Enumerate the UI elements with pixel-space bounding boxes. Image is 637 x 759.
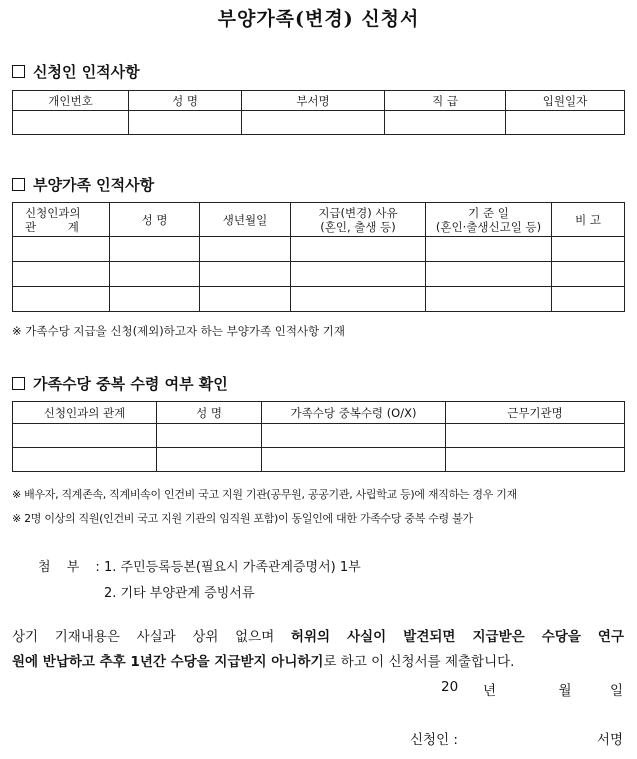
date-year: 년 bbox=[483, 683, 497, 699]
dep-cell[interactable] bbox=[200, 262, 291, 287]
dep-cell[interactable] bbox=[426, 262, 552, 287]
dep-cell[interactable] bbox=[13, 262, 110, 287]
applicant-header-row bbox=[13, 91, 625, 111]
dep-cell[interactable] bbox=[110, 237, 200, 262]
section-dependent-heading bbox=[12, 174, 154, 195]
applicant-input-row bbox=[13, 111, 625, 135]
dep-cell[interactable] bbox=[552, 262, 625, 287]
duplicate-table bbox=[12, 401, 625, 472]
declaration-part1: 상기 기재내용은 사실과 상위 없으며 bbox=[12, 629, 291, 645]
col-remarks: 비 고 bbox=[552, 203, 625, 237]
col-personal-number: 개인번호 bbox=[13, 91, 129, 111]
dup-cell[interactable] bbox=[157, 448, 262, 472]
dup-cell[interactable] bbox=[262, 448, 446, 472]
col-relationship-line1: 신청인과의 bbox=[25, 205, 81, 220]
dep-cell[interactable] bbox=[13, 237, 110, 262]
dup-cell[interactable] bbox=[13, 424, 157, 448]
section-applicant-heading bbox=[12, 61, 140, 82]
applicant-table bbox=[12, 90, 625, 135]
col-reason-line2: (혼인, 출생 등) bbox=[320, 219, 396, 234]
col-join-date: 입원일자 bbox=[506, 91, 625, 111]
applicant-label: 신청인 : bbox=[410, 732, 458, 748]
col-relationship bbox=[13, 203, 110, 237]
col-reason bbox=[291, 203, 426, 237]
department-cell[interactable] bbox=[242, 111, 385, 135]
declaration-part2: 로 하고 이 신청서를 제출합니다. bbox=[323, 654, 515, 670]
attachment-item-2: 2. 기타 부양관계 증빙서류 bbox=[104, 586, 255, 601]
attachment-item-1: 1. 주민등록등본(필요시 가족관계증명서) 1부 bbox=[104, 560, 361, 575]
col-dup-relationship: 신청인과의 관계 bbox=[13, 402, 157, 424]
duplicate-header-row bbox=[13, 402, 625, 424]
declaration-bold2: 원에 반납하고 추후 1년간 수당을 지급받지 아니하기 bbox=[12, 654, 324, 670]
date-line bbox=[441, 679, 623, 699]
dependent-row-3 bbox=[13, 287, 625, 312]
dup-cell[interactable] bbox=[13, 448, 157, 472]
duplicate-row-1 bbox=[13, 424, 625, 448]
dup-cell[interactable] bbox=[262, 424, 446, 448]
dep-cell[interactable] bbox=[110, 262, 200, 287]
dep-cell[interactable] bbox=[13, 287, 110, 312]
section-applicant-title: 신청인 인적사항 bbox=[33, 63, 140, 81]
dep-cell[interactable] bbox=[291, 287, 426, 312]
dependent-header-row bbox=[13, 203, 625, 237]
dup-cell[interactable] bbox=[446, 424, 625, 448]
col-relationship-line2: 관 계 bbox=[25, 219, 93, 234]
sign-label: 서명 bbox=[596, 732, 623, 748]
col-dup-workplace: 근무기관명 bbox=[446, 402, 625, 424]
duplicate-row-2 bbox=[13, 448, 625, 472]
dependent-row-2 bbox=[13, 262, 625, 287]
col-dup-name: 성 명 bbox=[157, 402, 262, 424]
form-title: 부양가족(변경) 신청서 bbox=[217, 8, 420, 30]
rank-cell[interactable] bbox=[385, 111, 506, 135]
section-dependent-title: 부양가족 인적사항 bbox=[33, 176, 155, 194]
personal-number-cell[interactable] bbox=[13, 111, 129, 135]
dep-cell[interactable] bbox=[200, 237, 291, 262]
dep-cell[interactable] bbox=[552, 237, 625, 262]
dependent-note: ※ 가족수당 지급을 신청(제외)하고자 하는 부양가족 인적사항 기재 bbox=[12, 324, 346, 338]
col-base-date bbox=[426, 203, 552, 237]
duplicate-note-1: ※ 배우자, 직계존속, 직계비속이 인건비 국고 지원 기관(공무원, 공공기관, 사립학교 등)에 재직하는 경우 기재 bbox=[12, 488, 517, 501]
dep-cell[interactable] bbox=[552, 287, 625, 312]
dep-cell[interactable] bbox=[426, 237, 552, 262]
join-date-cell[interactable] bbox=[506, 111, 625, 135]
dup-cell[interactable] bbox=[157, 424, 262, 448]
dep-cell[interactable] bbox=[426, 287, 552, 312]
col-dep-name: 성 명 bbox=[110, 203, 200, 237]
col-base-date-line1: 기 준 일 bbox=[468, 205, 509, 220]
checkbox-square-icon bbox=[12, 65, 25, 78]
dep-cell[interactable] bbox=[110, 287, 200, 312]
name-cell[interactable] bbox=[129, 111, 242, 135]
date-year-prefix: 20 bbox=[441, 679, 459, 695]
checkbox-square-icon bbox=[12, 377, 25, 390]
dependent-table bbox=[12, 202, 625, 312]
checkbox-square-icon bbox=[12, 178, 25, 191]
dependent-row-1 bbox=[13, 237, 625, 262]
col-birth-date: 생년월일 bbox=[200, 203, 291, 237]
dup-cell[interactable] bbox=[446, 448, 625, 472]
applicant-signature-field[interactable] bbox=[476, 728, 586, 744]
attachment-label: 첨 부 : bbox=[38, 560, 106, 575]
col-name: 성 명 bbox=[129, 91, 242, 111]
dep-cell[interactable] bbox=[291, 262, 426, 287]
section-duplicate-title: 가족수당 중복 수령 여부 확인 bbox=[33, 375, 228, 393]
col-department: 부서명 bbox=[242, 91, 385, 111]
col-rank: 직 급 bbox=[385, 91, 506, 111]
date-month: 월 bbox=[558, 683, 572, 699]
declaration-bold1: 허위의 사실이 발견되면 지급받은 수당을 연구 bbox=[290, 629, 625, 645]
duplicate-note-2: ※ 2명 이상의 직원(인건비 국고 지원 기관의 임직원 포함)이 동일인에 대한 가족수당 중복 수령 불가 bbox=[12, 512, 473, 525]
declaration-text bbox=[12, 625, 624, 650]
col-base-date-line2: (혼인·출생신고일 등) bbox=[435, 219, 542, 234]
declaration-text-line2 bbox=[12, 650, 624, 675]
section-duplicate-heading bbox=[12, 373, 228, 394]
col-dup-received: 가족수당 중복수령 (O/X) bbox=[262, 402, 446, 424]
dep-cell[interactable] bbox=[291, 237, 426, 262]
col-reason-line1: 지급(변경) 사유 bbox=[318, 205, 398, 220]
date-day: 일 bbox=[609, 683, 623, 699]
dep-cell[interactable] bbox=[200, 287, 291, 312]
